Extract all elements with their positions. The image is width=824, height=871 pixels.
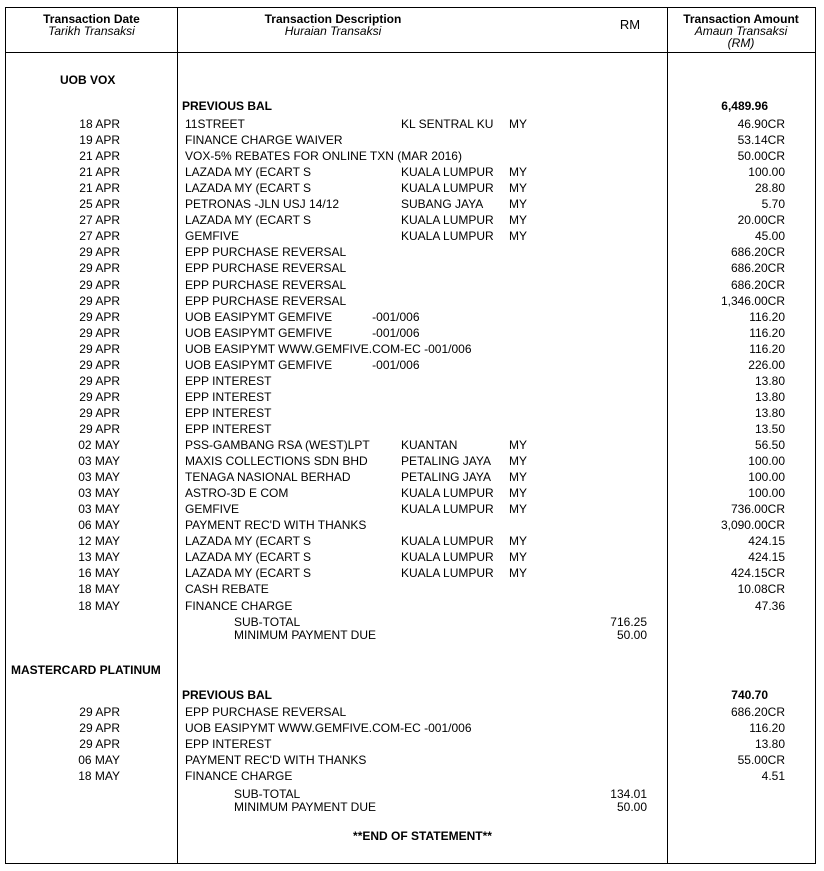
transaction-date: 19 APR xyxy=(79,133,120,148)
table-row xyxy=(0,565,824,581)
table-row xyxy=(0,437,824,453)
transaction-date: 29 APR xyxy=(79,389,120,404)
table-row xyxy=(0,309,824,325)
transaction-description: EPP INTEREST xyxy=(185,737,272,751)
transaction-date: 21 APR xyxy=(79,149,120,164)
transaction-date: 25 APR xyxy=(79,197,120,212)
transaction-date: 29 APR xyxy=(79,325,120,340)
transaction-date: 21 APR xyxy=(79,181,120,196)
table-row xyxy=(0,389,824,405)
table-row xyxy=(0,228,824,244)
transaction-amount: 424.15CR xyxy=(730,566,785,581)
transaction-description: CASH REBATE xyxy=(185,582,269,597)
transaction-description: LAZADA MY (ECART S xyxy=(185,550,312,565)
section-title-mastercard: MASTERCARD PLATINUM xyxy=(11,663,161,677)
transaction-amount: 100.00 xyxy=(748,470,785,485)
transaction-amount: 736.00CR xyxy=(730,502,785,517)
transaction-city: KUALA LUMPUR xyxy=(401,165,494,180)
header-description xyxy=(178,13,488,37)
transaction-description: EPP PURCHASE REVERSAL xyxy=(185,293,347,308)
transaction-description: PAYMENT REC'D WITH THANKS xyxy=(185,753,367,767)
table-row xyxy=(0,341,824,357)
transaction-description: GEMFIVE xyxy=(185,502,240,517)
transaction-description: EPP PURCHASE REVERSAL xyxy=(185,705,347,719)
transaction-description: EPP INTEREST xyxy=(185,421,272,436)
transaction-country: MY xyxy=(509,454,527,469)
transaction-date: 06 MAY xyxy=(78,518,120,533)
transaction-date: 29 APR xyxy=(79,261,120,276)
table-row xyxy=(0,485,824,501)
transaction-country: MY xyxy=(509,566,527,581)
table-row xyxy=(0,405,824,421)
table-row xyxy=(0,277,824,293)
transaction-amount: 55.00CR xyxy=(737,753,785,767)
header-date-en: Transaction Date xyxy=(43,12,140,26)
transaction-description: FINANCE CHARGE xyxy=(185,598,293,613)
table-row xyxy=(0,453,824,469)
transaction-date: 29 APR xyxy=(79,705,120,719)
transaction-description: EPP INTEREST xyxy=(185,389,272,404)
table-row xyxy=(0,421,824,437)
subtotal-label: SUB-TOTAL xyxy=(234,615,301,629)
transaction-country: MY xyxy=(509,470,527,485)
transaction-country: MY xyxy=(509,438,527,452)
transaction-city: KUALA LUMPUR xyxy=(401,181,494,196)
transaction-description: EPP INTEREST xyxy=(185,373,272,388)
table-row xyxy=(0,533,824,549)
transaction-country: MY xyxy=(509,181,527,196)
section-title-uob-vox: UOB VOX xyxy=(60,73,116,87)
transaction-description: PAYMENT REC'D WITH THANKS xyxy=(185,518,367,533)
transaction-description: LAZADA MY (ECART S xyxy=(185,181,312,196)
table-row xyxy=(0,720,824,736)
header-date xyxy=(6,13,177,37)
table-row xyxy=(0,736,824,752)
transaction-description: EPP PURCHASE REVERSAL xyxy=(185,261,347,276)
header-amount-unit: (RM) xyxy=(727,36,755,50)
transaction-amount: 13.50 xyxy=(754,421,785,436)
transaction-description: UOB EASIPYMT GEMFIVE -001/006 xyxy=(185,357,420,372)
prev-bal-amount: 6,489.96 xyxy=(721,99,768,113)
transaction-amount: 46.90CR xyxy=(737,117,785,131)
transaction-amount: 4.51 xyxy=(761,769,785,783)
transaction-description: LAZADA MY (ECART S xyxy=(185,165,312,180)
transaction-description: UOB EASIPYMT GEMFIVE -001/006 xyxy=(185,325,420,340)
table-row xyxy=(0,132,824,148)
table-row xyxy=(0,501,824,517)
transaction-city: KUALA LUMPUR xyxy=(401,550,494,565)
transaction-amount: 28.80 xyxy=(754,181,785,196)
end-of-statement: **END OF STATEMENT** xyxy=(353,829,492,843)
table-row xyxy=(0,704,824,720)
header-desc-en: Transaction Description xyxy=(264,12,402,26)
transaction-date: 03 MAY xyxy=(78,486,120,501)
table-row xyxy=(0,469,824,485)
transaction-city: KUALA LUMPUR xyxy=(401,534,494,549)
transaction-amount: 56.50 xyxy=(754,438,785,452)
transaction-date: 06 MAY xyxy=(78,753,120,767)
prev-bal-label: PREVIOUS BAL xyxy=(182,688,273,702)
transaction-city: KL SENTRAL KU xyxy=(401,117,494,131)
transaction-description: VOX-5% REBATES FOR ONLINE TXN (MAR 2016) xyxy=(185,149,462,164)
transaction-amount: 100.00 xyxy=(748,486,785,501)
transaction-date: 18 APR xyxy=(79,117,120,131)
transaction-city: KUALA LUMPUR xyxy=(401,486,494,501)
transaction-date: 29 APR xyxy=(79,421,120,436)
table-row xyxy=(0,598,824,614)
header-date-ms: Tarikh Transaksi xyxy=(48,24,135,38)
prev-bal-label: PREVIOUS BAL xyxy=(182,99,273,113)
transaction-country: MY xyxy=(509,229,527,244)
transaction-description: GEMFIVE xyxy=(185,229,240,244)
transaction-description: FINANCE CHARGE xyxy=(185,769,293,783)
transaction-amount: 116.20 xyxy=(749,309,785,324)
table-row xyxy=(0,752,824,768)
transaction-amount: 116.20 xyxy=(749,721,785,735)
table-row xyxy=(0,517,824,533)
transaction-city: KUALA LUMPUR xyxy=(401,566,494,581)
transaction-country: MY xyxy=(509,486,527,501)
table-row xyxy=(0,148,824,164)
transaction-amount: 13.80 xyxy=(754,389,785,404)
transaction-date: 29 APR xyxy=(79,737,120,751)
min-payment-label: MINIMUM PAYMENT DUE xyxy=(234,628,377,642)
transaction-description: LAZADA MY (ECART S xyxy=(185,534,312,549)
header-amount-en: Transaction Amount xyxy=(683,12,799,26)
transaction-amount: 100.00 xyxy=(748,454,785,469)
transaction-amount: 13.80 xyxy=(754,373,785,388)
transaction-city: PETALING JAYA xyxy=(401,454,492,469)
transaction-country: MY xyxy=(509,213,527,228)
table-row xyxy=(0,260,824,276)
transaction-city: KUALA LUMPUR xyxy=(401,213,494,228)
transaction-country: MY xyxy=(509,165,527,180)
transaction-date: 29 APR xyxy=(79,245,120,260)
transaction-amount: 424.15 xyxy=(748,534,785,549)
table-row xyxy=(0,116,824,132)
transaction-city: KUANTAN xyxy=(401,438,458,452)
transaction-amount: 45.00 xyxy=(754,229,785,244)
table-row xyxy=(0,357,824,373)
table-row xyxy=(0,212,824,228)
transaction-date: 21 APR xyxy=(79,165,120,180)
transaction-date: 02 MAY xyxy=(78,438,120,452)
transaction-description: MAXIS COLLECTIONS SDN BHD xyxy=(185,454,368,469)
min-payment-value: 50.00 xyxy=(616,800,647,814)
transaction-city: KUALA LUMPUR xyxy=(401,502,494,517)
transaction-date: 03 MAY xyxy=(78,454,120,469)
transaction-date: 27 APR xyxy=(79,229,120,244)
header-divider xyxy=(5,52,816,53)
transaction-amount: 3,090.00CR xyxy=(720,518,785,533)
transaction-date: 29 APR xyxy=(79,373,120,388)
min-payment-value: 50.00 xyxy=(616,628,647,642)
transaction-date: 29 APR xyxy=(79,341,120,356)
table-row xyxy=(0,325,824,341)
transaction-date: 03 MAY xyxy=(78,502,120,517)
transaction-date: 18 MAY xyxy=(78,582,120,597)
subtotal-value: 134.01 xyxy=(610,787,647,801)
transaction-amount: 686.20CR xyxy=(730,261,785,276)
subtotal-value: 716.25 xyxy=(610,615,647,629)
transaction-amount: 116.20 xyxy=(749,341,785,356)
transaction-date: 16 MAY xyxy=(78,566,120,581)
header-amount xyxy=(668,13,814,49)
transaction-date: 29 APR xyxy=(79,357,120,372)
transaction-country: MY xyxy=(509,534,527,549)
transaction-description: UOB EASIPYMT WWW.GEMFIVE.COM-EC -001/006 xyxy=(185,721,472,735)
transaction-description: FINANCE CHARGE WAIVER xyxy=(185,133,343,148)
transaction-description: TENAGA NASIONAL BERHAD xyxy=(185,470,351,485)
transaction-amount: 53.14CR xyxy=(737,133,785,148)
transaction-city: SUBANG JAYA xyxy=(401,197,484,212)
transaction-city: KUALA LUMPUR xyxy=(401,229,494,244)
transaction-date: 29 APR xyxy=(79,721,120,735)
transaction-description: LAZADA MY (ECART S xyxy=(185,566,312,581)
transaction-country: MY xyxy=(509,550,527,565)
transaction-amount: 5.70 xyxy=(761,197,785,212)
transaction-date: 29 APR xyxy=(79,405,120,420)
transaction-amount: 686.20CR xyxy=(730,705,785,719)
table-row xyxy=(0,244,824,260)
header-desc-ms: Huraian Transaksi xyxy=(284,24,382,38)
transaction-date: 18 MAY xyxy=(78,769,120,783)
table-row xyxy=(0,180,824,196)
transaction-amount: 50.00CR xyxy=(737,149,785,164)
min-payment-label: MINIMUM PAYMENT DUE xyxy=(234,800,377,814)
transaction-date: 29 APR xyxy=(79,309,120,324)
transaction-amount: 424.15 xyxy=(748,550,785,565)
transaction-country: MY xyxy=(509,197,527,212)
header-amount-ms: Amaun Transaksi xyxy=(694,24,788,38)
transaction-amount: 20.00CR xyxy=(737,213,785,228)
transaction-date: 18 MAY xyxy=(78,598,120,613)
transaction-amount: 116.20 xyxy=(749,325,785,340)
prev-bal-amount: 740.70 xyxy=(731,688,768,702)
transaction-amount: 100.00 xyxy=(748,165,785,180)
table-row xyxy=(0,581,824,597)
header-currency: RM xyxy=(619,17,641,32)
subtotal-label: SUB-TOTAL xyxy=(234,787,301,801)
transaction-description: ASTRO-3D E COM xyxy=(185,486,289,501)
transaction-description: EPP PURCHASE REVERSAL xyxy=(185,277,347,292)
transaction-amount: 13.80 xyxy=(754,737,785,751)
transaction-city: PETALING JAYA xyxy=(401,470,492,485)
table-row xyxy=(0,164,824,180)
transaction-amount: 686.20CR xyxy=(730,245,785,260)
transaction-date: 03 MAY xyxy=(78,470,120,485)
transaction-date: 27 APR xyxy=(79,213,120,228)
transaction-amount: 1,346.00CR xyxy=(720,293,785,308)
transaction-date: 12 MAY xyxy=(78,534,120,549)
transaction-description: 11STREET xyxy=(185,117,245,131)
transaction-description: UOB EASIPYMT GEMFIVE -001/006 xyxy=(185,309,420,324)
table-row xyxy=(0,196,824,212)
transaction-amount: 686.20CR xyxy=(730,277,785,292)
transaction-amount: 226.00 xyxy=(748,357,785,372)
transaction-date: 29 APR xyxy=(79,277,120,292)
transaction-country: MY xyxy=(509,502,527,517)
transaction-description: EPP PURCHASE REVERSAL xyxy=(185,245,347,260)
transaction-description: PSS-GAMBANG RSA (WEST)LPT xyxy=(185,438,370,452)
transaction-amount: 10.08CR xyxy=(737,582,785,597)
table-row xyxy=(0,373,824,389)
transaction-description: LAZADA MY (ECART S xyxy=(185,213,312,228)
transaction-date: 13 MAY xyxy=(78,550,120,565)
table-row xyxy=(0,293,824,309)
transaction-description: UOB EASIPYMT WWW.GEMFIVE.COM-EC -001/006 xyxy=(185,341,472,356)
transaction-amount: 13.80 xyxy=(754,405,785,420)
transaction-amount: 47.36 xyxy=(754,598,785,613)
table-row xyxy=(0,549,824,565)
transaction-date: 29 APR xyxy=(79,293,120,308)
transaction-description: PETRONAS -JLN USJ 14/12 xyxy=(185,197,340,212)
transaction-description: EPP INTEREST xyxy=(185,405,272,420)
table-row xyxy=(0,768,824,784)
transaction-country: MY xyxy=(509,117,527,131)
